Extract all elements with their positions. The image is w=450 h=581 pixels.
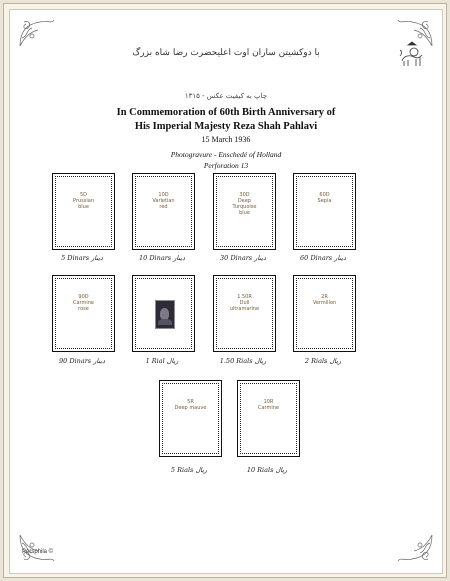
stamp-space-90d [52,275,115,352]
stamp-caption: 90 Dinars دینار [59,357,105,365]
stamp-description: 30D Deep Turquoise blue [232,192,257,216]
stamp-description: 10R Carmine [257,399,280,411]
stamp-caption: 30 Dinars دینار [220,254,266,262]
page-title-line-1: In Commemoration of 60th Birth Anniversary of [116,107,336,118]
stamp-space-10r [237,380,300,457]
page-frame [3,3,447,578]
stamp-image-reza-shah [155,300,175,329]
stamp-space-5r [159,380,222,457]
stamp-caption: 10 Dinars دینار [139,254,185,262]
album-page [9,9,443,574]
stamp-space-2r [293,275,356,352]
corner-ornament-bottom-right [396,533,434,563]
stamp-caption: 1.50 Rials ریال [219,357,267,365]
stamp-caption: 1 Rial ریال [145,357,179,365]
stamp-description: 1.50R Dull ultramarine [229,294,260,312]
stamp-caption: 60 Dinars دینار [300,254,346,262]
persian-subheading: چاپ به کیفیت عکس - ۱۳۱۵ [184,92,268,100]
corner-ornament-top-left [18,18,56,48]
stamp-description: 90D Carmine rose [72,294,95,312]
stamp-description: 2R Vermilion [312,294,337,306]
stamp-description: 5R Deep mauve [174,399,207,411]
copyright-text: Persphila © [22,549,54,555]
stamp-caption: 5 Dinars دینار [61,254,103,262]
stamp-space-1-50r [213,275,276,352]
stamp-space-10d [132,173,195,250]
corner-ornament-bottom-left [18,533,56,563]
stamp-caption: 10 Rials ریال [246,466,288,474]
stamp-space-30d [213,173,276,250]
stamp-description: 10D Varletian red [152,192,175,210]
persian-heading: با دوکشیتن ساران اوت اعلیحضرت رضا شاه بزرگ [132,48,320,58]
page-title-line-2: His Imperial Majesty Reza Shah Pahlavi [134,121,318,132]
stamp-space-1r [132,275,195,352]
stamp-space-60d [293,173,356,250]
stamp-description: 5D Prussian blue [73,192,94,210]
stamp-space-5d [52,173,115,250]
stamp-caption: 5 Rials ریال [170,466,208,474]
printing-method: Photogravure - Enschedé of Holland [170,150,282,159]
perforation-info: Perforation 13 [203,161,249,170]
stamp-caption: 2 Rials ریال [304,357,342,365]
stamp-description: 60D Sepia [317,192,332,204]
issue-date: 15 March 1936 [201,135,251,144]
